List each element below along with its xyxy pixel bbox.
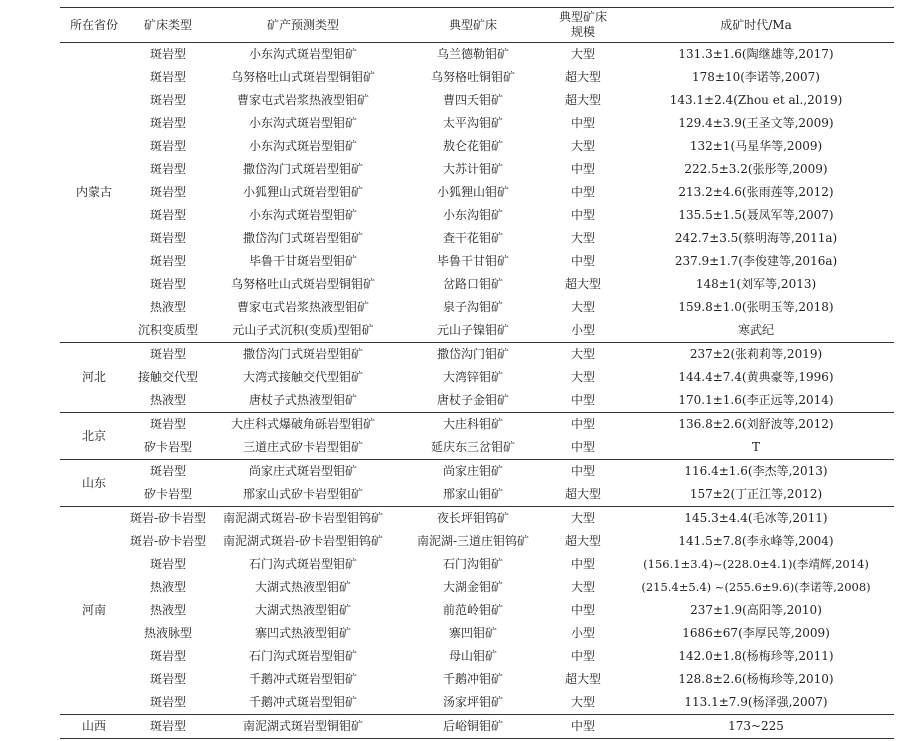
cell-deposit-type: 斑岩型 [149,93,186,107]
cell-deposit-type: 沉积变质型 [128,319,208,343]
cell-typical-deposit: 夜长坪钼钨矿 [436,511,509,525]
cell-typical-deposit: 大湖金钼矿 [442,580,503,594]
cell-deposit-type: 斑岩型 [128,715,208,739]
header-typical-deposit: 典型矿床 [398,8,548,43]
cell-deposit-type: 斑岩型 [149,139,186,153]
cell-prediction-type: 大湖式热液型钼矿 [254,580,351,594]
cell-deposit-type: 斑岩型 [149,231,186,245]
table-row [60,530,894,553]
header-mineralization-age: 成矿时代/Ma [618,8,894,43]
cell-deposit-type: 斑岩型 [149,185,186,199]
cell-typical-deposit: 乌兰德勒钼矿 [436,47,509,61]
cell-typical-deposit: 毕鲁干甘钼矿 [436,254,509,268]
cell-prediction-type: 毕鲁干甘斑岩型钼矿 [248,254,357,268]
cell-prediction-type: 乌努格吐山式斑岩型铜钼矿 [230,277,375,291]
cell-typical-deposit: 大庄科钼矿 [442,417,503,431]
cell-prediction-type: 邢家山式矽卡岩型钼矿 [208,483,398,507]
cell-deposit-type: 斑岩型 [149,208,186,222]
cell-mineralization-age: 116.4±1.6(李杰等,2013) [684,464,828,478]
cell-prediction-type: 南泥湖式斑岩-矽卡岩型钼钨矿 [222,534,384,548]
cell-mineralization-age: (215.4±5.4) ~(255.6±9.6)(李诺等,2008) [641,580,871,594]
cell-prediction-type: 小东沟式斑岩型钼矿 [248,139,357,153]
cell-prediction-type: 小东沟式斑岩型钼矿 [248,116,357,130]
cell-prediction-type: 曹家屯式岩浆热液型钼矿 [236,300,369,314]
cell-mineralization-age: 142.0±1.8(杨梅珍等,2011) [678,649,834,663]
table-row [60,553,894,576]
cell-deposit-type: 热液型 [149,603,186,617]
cell-mineralization-age: 213.2±4.6(张雨莲等,2012) [678,185,834,199]
cell-prediction-type: 大湖式热液型钼矿 [254,603,351,617]
cell-deposit-scale: 超大型 [564,277,601,291]
cell-deposit-type: 斑岩型 [149,347,186,361]
cell-typical-deposit: 曹四夭钼矿 [442,93,503,107]
cell-deposit-type: 斑岩型 [149,254,186,268]
cell-mineralization-age: 237.9±1.7(李俊建等,2016a) [674,254,838,268]
table-row [60,250,894,273]
table-row [60,158,894,181]
table-row [60,343,894,367]
cell-deposit-type: 斑岩型 [149,116,186,130]
cell-deposit-scale: 超大型 [548,483,618,507]
cell-province: 河南 [60,507,128,715]
table-row [60,112,894,135]
cell-mineralization-age: 141.5±7.8(李永峰等,2004) [678,534,834,548]
table-row [60,645,894,668]
table-row [60,296,894,319]
cell-deposit-scale: 超大型 [564,534,601,548]
cell-mineralization-age: 113.1±7.9(杨泽强,2007) [618,691,894,715]
cell-prediction-type: 大湾式接触交代型钼矿 [242,370,363,384]
cell-deposit-type: 斑岩型 [149,162,186,176]
cell-province: 内蒙古 [60,43,128,343]
cell-deposit-type: 斑岩型 [149,47,186,61]
cell-mineralization-age: T [618,436,894,460]
cell-deposit-scale: 中型 [570,185,595,199]
cell-typical-deposit: 千鹅冲钼矿 [442,672,503,686]
cell-deposit-scale: 大型 [570,511,595,525]
cell-deposit-scale: 中型 [570,417,595,431]
cell-prediction-type: 小东沟式斑岩型钼矿 [248,208,357,222]
cell-province: 北京 [60,413,128,460]
table-row [60,483,894,507]
cell-deposit-type: 热液脉型 [143,626,192,640]
cell-typical-deposit: 南泥湖-三道庄钼钨矿 [416,534,530,548]
cell-prediction-type: 千鹅冲式斑岩型钼矿 [248,672,357,686]
cell-prediction-type: 千鹅冲式斑岩型钼矿 [208,691,398,715]
cell-mineralization-age: 159.8±1.0(张明玉等,2018) [678,300,834,314]
header-province: 所在省份 [60,8,128,43]
table-row [60,43,894,67]
cell-prediction-type: 曹家屯式岩浆热液型钼矿 [236,93,369,107]
cell-deposit-scale: 大型 [570,139,595,153]
cell-typical-deposit: 延庆东三岔钼矿 [398,436,548,460]
cell-deposit-scale: 中型 [548,389,618,413]
cell-deposit-type: 热液型 [128,389,208,413]
table-row [60,227,894,250]
cell-deposit-type: 热液型 [149,580,186,594]
cell-typical-deposit: 岔路口钼矿 [442,277,503,291]
cell-mineralization-age: 237±1.9(高阳等,2010) [690,603,822,617]
cell-prediction-type: 南泥湖式斑岩-矽卡岩型钼钨矿 [222,511,384,525]
cell-typical-deposit: 元山子镍钼矿 [398,319,548,343]
cell-typical-deposit: 母山钼矿 [448,649,497,663]
cell-typical-deposit: 敖仑花钼矿 [442,139,503,153]
cell-mineralization-age: 129.4±3.9(王圣文等,2009) [678,116,834,130]
cell-prediction-type: 南泥湖式斑岩型铜钼矿 [208,715,398,739]
cell-typical-deposit: 撒岱沟门钼矿 [436,347,509,361]
header-deposit-type: 矿床类型 [128,8,208,43]
table-row [60,319,894,343]
cell-prediction-type: 小东沟式斑岩型钼矿 [248,47,357,61]
cell-deposit-type: 斑岩型 [149,417,186,431]
table-row [60,576,894,599]
table-row [60,204,894,227]
cell-deposit-scale: 大型 [570,580,595,594]
cell-deposit-scale: 小型 [570,626,595,640]
cell-typical-deposit: 泉子沟钼矿 [442,300,503,314]
cell-deposit-scale: 大型 [570,370,595,384]
table-row [60,389,894,413]
cell-deposit-type: 矽卡岩型 [128,436,208,460]
cell-mineralization-age: 222.5±3.2(张彤等,2009) [684,162,828,176]
table-row [60,89,894,112]
cell-deposit-type: 斑岩型 [128,691,208,715]
cell-typical-deposit: 尚家庄钼矿 [442,464,503,478]
cell-mineralization-age: 144.4±7.4(黄典豪等,1996) [678,370,834,384]
cell-mineralization-age: 145.3±4.4(毛冰等,2011) [684,511,828,525]
cell-province: 山西 [60,715,128,739]
table-row [60,668,894,691]
cell-deposit-scale: 大型 [570,300,595,314]
table-header-row [60,8,894,43]
cell-mineralization-age: 148±1(刘军等,2013) [695,277,817,291]
cell-mineralization-age: 寒武纪 [618,319,894,343]
cell-typical-deposit: 查干花钼矿 [442,231,503,245]
cell-deposit-scale: 中型 [570,162,595,176]
table-row [60,366,894,389]
cell-typical-deposit: 小东沟钼矿 [442,208,503,222]
cell-typical-deposit: 汤家坪钼矿 [398,691,548,715]
cell-mineralization-age: 131.3±1.6(陶继雄等,2017) [678,47,834,61]
cell-prediction-type: 撒岱沟门式斑岩型钼矿 [242,347,363,361]
header-prediction-type: 矿产预测类型 [208,8,398,43]
cell-mineralization-age: 242.7±3.5(蔡明海等,2011a) [674,231,838,245]
cell-typical-deposit: 邢家山钼矿 [398,483,548,507]
cell-deposit-scale: 大型 [570,231,595,245]
deposit-table [60,7,894,739]
cell-typical-deposit: 大湾锌钼矿 [442,370,503,384]
cell-deposit-scale: 超大型 [564,672,601,686]
cell-prediction-type: 尚家庄式斑岩型钼矿 [248,464,357,478]
cell-typical-deposit: 唐杖子金钼矿 [398,389,548,413]
cell-prediction-type: 乌努格吐山式斑岩型铜钼矿 [230,70,375,84]
cell-deposit-scale: 超大型 [564,93,601,107]
cell-mineralization-age: 143.1±2.4(Zhou et al.,2019) [669,93,843,107]
cell-deposit-scale: 大型 [548,691,618,715]
cell-mineralization-age: 178±10(李诺等,2007) [692,70,820,84]
cell-typical-deposit: 小狐狸山钼矿 [436,185,509,199]
cell-deposit-type: 斑岩-矽卡岩型 [129,534,207,548]
cell-deposit-scale: 中型 [570,464,595,478]
table-row [60,460,894,484]
cell-province: 山东 [60,460,128,507]
cell-deposit-scale: 中型 [570,208,595,222]
cell-prediction-type: 撒岱沟门式斑岩型钼矿 [242,231,363,245]
cell-prediction-type: 寨凹式热液型钼矿 [254,626,351,640]
table-row [60,66,894,89]
table-row [60,273,894,296]
table-row [60,181,894,204]
cell-prediction-type: 石门沟式斑岩型钼矿 [248,557,357,571]
cell-deposit-type: 接触交代型 [137,370,198,384]
cell-deposit-scale: 中型 [570,603,595,617]
cell-mineralization-age: (156.1±3.4)~(228.0±4.1)(李靖辉,2014) [643,557,869,571]
cell-deposit-type: 热液型 [149,300,186,314]
cell-prediction-type: 三道庄式矽卡岩型钼矿 [208,436,398,460]
cell-deposit-scale: 小型 [548,319,618,343]
table-row [60,691,894,715]
cell-deposit-scale: 中型 [570,557,595,571]
cell-typical-deposit: 乌努格吐铜钼矿 [430,70,515,84]
cell-mineralization-age: 136.8±2.6(刘舒波等,2012) [678,417,834,431]
table-row [60,507,894,531]
table-row [60,622,894,645]
table-row [60,715,894,739]
cell-deposit-scale: 中型 [548,436,618,460]
cell-deposit-type: 斑岩型 [149,464,186,478]
cell-mineralization-age: 1686±67(李厚民等,2009) [682,626,830,640]
cell-mineralization-age: 132±1(马星华等,2009) [689,139,823,153]
cell-mineralization-age: 128.8±2.6(杨梅珍等,2010) [678,672,834,686]
cell-deposit-type: 斑岩型 [149,277,186,291]
table-row [60,135,894,158]
cell-prediction-type: 石门沟式斑岩型钼矿 [248,649,357,663]
table-body [60,43,894,739]
cell-mineralization-age: 135.5±1.5(聂凤军等,2007) [678,208,834,222]
cell-deposit-type: 斑岩型 [149,649,186,663]
cell-typical-deposit: 太平沟钼矿 [442,116,503,130]
cell-mineralization-age: 170.1±1.6(李正远等,2014) [618,389,894,413]
cell-deposit-type: 矽卡岩型 [128,483,208,507]
cell-deposit-type: 斑岩-矽卡岩型 [129,511,207,525]
cell-province: 河北 [60,343,128,413]
cell-deposit-scale: 超大型 [564,70,601,84]
cell-deposit-scale: 中型 [548,715,618,739]
cell-deposit-scale: 大型 [570,347,595,361]
cell-mineralization-age: 173~225 [618,715,894,739]
cell-typical-deposit: 大苏计钼矿 [442,162,503,176]
cell-deposit-scale: 大型 [570,47,595,61]
table-row [60,599,894,622]
cell-deposit-type: 斑岩型 [149,557,186,571]
cell-deposit-scale: 中型 [570,649,595,663]
cell-typical-deposit: 前范岭钼矿 [442,603,503,617]
cell-mineralization-age: 237±2(张莉莉等,2019) [689,347,823,361]
cell-prediction-type: 撒岱沟门式斑岩型钼矿 [242,162,363,176]
cell-mineralization-age: 157±2(丁正江等,2012) [618,483,894,507]
table-row [60,436,894,460]
cell-prediction-type: 小狐狸山式斑岩型钼矿 [242,185,363,199]
cell-prediction-type: 大庄科式爆破角砾岩型钼矿 [230,417,375,431]
cell-typical-deposit: 寨凹钼矿 [448,626,497,640]
header-deposit-scale: 典型矿床规模 [548,8,618,43]
cell-prediction-type: 元山子式沉积(变质)型钼矿 [208,319,398,343]
cell-deposit-type: 斑岩型 [149,672,186,686]
cell-prediction-type: 唐杖子式热液型钼矿 [208,389,398,413]
cell-typical-deposit: 后峪铜钼矿 [398,715,548,739]
table-row [60,413,894,437]
cell-deposit-scale: 中型 [570,254,595,268]
cell-typical-deposit: 石门沟钼矿 [442,557,503,571]
cell-deposit-scale: 中型 [570,116,595,130]
cell-deposit-type: 斑岩型 [149,70,186,84]
